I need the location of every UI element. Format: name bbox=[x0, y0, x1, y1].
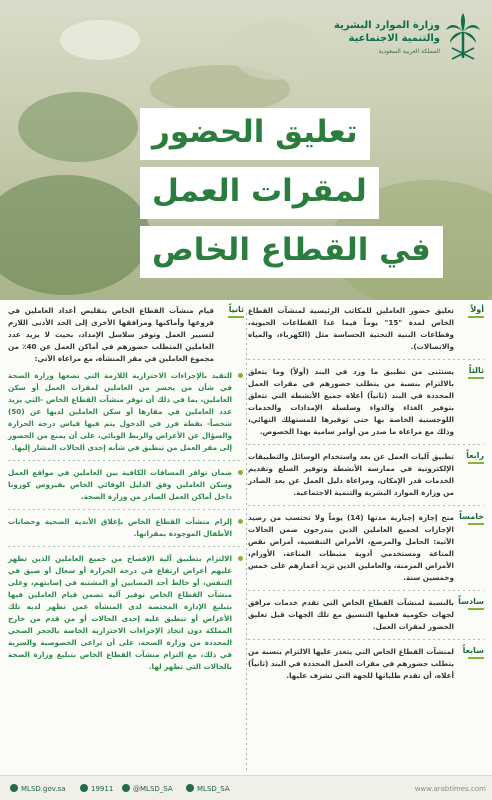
footer-website-text: MLSD.gov.sa bbox=[21, 785, 66, 793]
palm-emblem-icon bbox=[444, 12, 482, 64]
clause-text: بالنسبة لمنشآت القطاع الخاص التي تقدم خدمات مرافق لجهات حكومية فعليها التنسيق مع تلك الجهات قبل تعليق الحضور لمقرات العمل. bbox=[248, 598, 454, 631]
dotted-divider bbox=[8, 460, 244, 461]
clause-marker: ثانياً bbox=[228, 305, 244, 318]
clause-text: قيام منشآت القطاع الخاص بتقليص أعداد العاملين في فروعها وأماكنها ومرافقها الأخرى إلى الحد الأدنى اللازم لتسيير العمل وتوفر سلاسل الإمداد، بحيث لا يزيد عدد العاملين المتطلب حضورهم في أماكن العمل عن 40٪ من مجموع العاملين في مقر المنشأة، مع مراعاة الآتي: bbox=[8, 306, 214, 363]
clause-marker: ثالثاً bbox=[468, 366, 484, 379]
footer-social[interactable] bbox=[186, 784, 230, 793]
sub-clause bbox=[8, 467, 244, 503]
clause-marker: سابعاً bbox=[463, 646, 484, 659]
footer-twitter-text: @MLSD_SA bbox=[133, 785, 173, 793]
clause-text: يستثنى من تطبيق ما ورد في البند (أولاً) وما يتعلق بالالتزام بنسبة من يتطلب حضورهم في مقرات العمل المحددة في البند (ثانياً) أعلاه جميع الأنشطة التي تتعلق بتوفير الغذاء والدواء وسلسلة الإمدادات والخدمات اللوجستية الخاصة بها حتى توفيرها للمستهلك النهائي، وذلك مع مراعاة ما صدر من أوامر سامية بهذا الخصوص. bbox=[248, 367, 454, 436]
clause-1 bbox=[248, 305, 484, 353]
background-blur-shape bbox=[60, 20, 140, 60]
page-title bbox=[140, 108, 470, 298]
footer-bar bbox=[0, 775, 492, 800]
clause-marker: خامساً bbox=[459, 512, 484, 525]
clause-3 bbox=[248, 366, 484, 438]
sub-clause-text: إلزام منشآت القطاع الخاص بإغلاق الأندية الصحية وحضانات الأطفال الموجودة بمقراتها. bbox=[8, 517, 232, 538]
clause-text: تطبيق آليات العمل عن بعد واستخدام الوسائل والتطبيقات الإلكترونية في ممارسة الأنشطة وتوفير السلع وتقديم الخدمات قدر الإمكان، ومراعاة دليل العمل عن بعد الصادر من وزارة الموارد البشرية والتنمية الاجتماعية. bbox=[248, 452, 454, 497]
dotted-divider bbox=[248, 639, 484, 640]
clause-text: تعليق حضور العاملين للمكاتب الرئيسية لمنشآت القطاع الخاص لمدة "15" يوماً فيما عدا القطاعات الحيوية، وقطاعات البنية التحتية الحساسة مثل (الكهرباء، والمياه والاتصالات). bbox=[248, 306, 454, 351]
globe-icon bbox=[10, 784, 18, 792]
dotted-divider bbox=[8, 509, 244, 510]
twitter-icon bbox=[122, 784, 130, 792]
background-blur-shape bbox=[0, 175, 150, 295]
logo-line-1: وزارة الموارد البشرية bbox=[334, 20, 440, 31]
sub-clause bbox=[8, 553, 244, 673]
clause-6 bbox=[248, 597, 484, 633]
sub-clause bbox=[8, 516, 244, 540]
sub-clause bbox=[8, 370, 244, 454]
dotted-divider bbox=[248, 505, 484, 506]
content-columns bbox=[0, 305, 492, 775]
dotted-divider bbox=[8, 546, 244, 547]
ministry-logo bbox=[334, 12, 482, 82]
clause-marker: أولاً bbox=[468, 305, 484, 318]
right-column bbox=[248, 305, 484, 775]
title-line-1: تعليق الحضور bbox=[140, 108, 370, 160]
hero-banner bbox=[0, 0, 492, 300]
dotted-divider bbox=[248, 590, 484, 591]
sub-clause-text: الالتزام بتطبيق آلية الإفصاح من جميع العاملين الذين تظهر عليهم أعراض ارتفاع في درجة الحرارة أو سعال أو ضيق في التنفس، أو خالط أحد المصابين أو المشتبه في إصابتهم، وعلى منشآت القطاع الخاص توفير آلية تضمن قيام العاملين فيها بتبليغ الإدارة المختصة لدى المنشأة عمن تظهر لديه تلك الأعراض أو تنطبق عليه إحدى الحالات أو من قدم من خارج المملكة دون اتخاذ الإجراءات الاحترازية الخاصة بالحجر الصحي المحددة من وزارة الصحة، على أن تراعى الخصوصية والسرية في ذلك، مع التزام منشآت القطاع الخاص بتبليغ وزارة الصحة بالحالات التي تظهر لها. bbox=[8, 554, 232, 671]
logo-line-2: والتنمية الاجتماعية bbox=[348, 33, 440, 44]
clause-2 bbox=[8, 305, 244, 365]
footer-social-text: MLSD_SA bbox=[197, 785, 230, 793]
clause-5 bbox=[248, 512, 484, 584]
footer-website[interactable] bbox=[10, 784, 66, 793]
dotted-divider bbox=[248, 444, 484, 445]
title-line-3: في القطاع الخاص bbox=[140, 226, 443, 278]
footer-phone[interactable] bbox=[80, 784, 113, 793]
footer-phone-text: 19911 bbox=[91, 785, 114, 793]
clause-text: لمنشآت القطاع الخاص التي يتعذر عليها الالتزام بنسبة من يتطلب حضورهم في مقرات العمل المحددة في البند (ثانياً) أعلاه، أن تقدم طلباتها للجهة التي تشرف عليها. bbox=[248, 647, 454, 680]
left-column bbox=[8, 305, 244, 775]
background-blur-shape bbox=[18, 92, 138, 162]
clause-7 bbox=[248, 646, 484, 682]
sub-clause-text: التقيد بالإجراءات الاحترازية اللازمة التي تضعها وزارة الصحة في شأن من يحضر من العاملين لمقرات العمل أو سكن العاملين، بما في ذلك أن توفر منشآت القطاع الخاص -التي يزيد عدد العاملين في مقارها أو سكن العاملين لديها عن (50) شخصاً- نقطة فرز في الدخول يتم فيها قياس درجة الحرارة والسؤال عن الأعراض والربط الوبائي، على أن يمنع من الحضور إلى مقر العمل من تنطبق في شأنه إحدى الحالات المشار إليها. bbox=[8, 371, 232, 452]
logo-line-3: المملكة العربية السعودية bbox=[378, 48, 440, 55]
clause-marker: رابعاً bbox=[466, 451, 484, 464]
background-blur-shape bbox=[230, 20, 320, 80]
phone-icon bbox=[80, 784, 88, 792]
column-divider bbox=[246, 313, 247, 773]
social-icon bbox=[186, 784, 194, 792]
clause-text: منح إجازة إجبارية مدتها (14) يوماً ولا تحتسب من رصيد الإجازات لجميع العاملين الذين يندرجون ضمن الحالات الآتية: الحامل والمرضع، الأمراض التنفسية، أمراض نقص المناعة ومستخدمي أدوية مثبطات المناعة، الأورام، الأمراض المزمنة، والعاملين الذين تزيد أعمارهم على خمس وخمسين سنة. bbox=[248, 513, 454, 582]
clause-4 bbox=[248, 451, 484, 499]
footer-twitter[interactable] bbox=[122, 784, 173, 793]
clause-marker: سادساً bbox=[458, 597, 484, 610]
dotted-divider bbox=[248, 359, 484, 360]
title-line-2: لمقرات العمل bbox=[140, 167, 379, 219]
sub-clause-text: ضمان توافر المسافات الكافية بين العاملين في مواقع العمل وسكن العاملين وفق الدليل الوقائي الخاص بفيروس كورونا داخل أماكن العمل الصادر من وزارة الصحة. bbox=[8, 468, 232, 501]
watermark-text: www.arabtimes.com bbox=[414, 785, 486, 793]
